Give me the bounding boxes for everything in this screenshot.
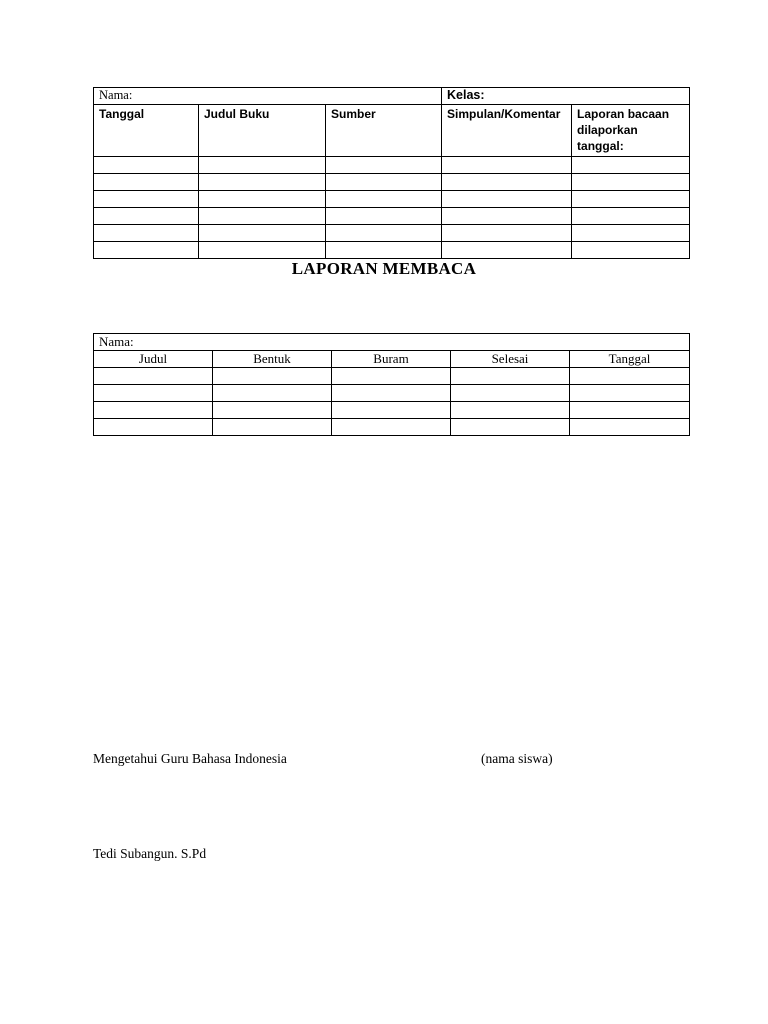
table-cell[interactable] — [94, 385, 213, 402]
table-cell[interactable] — [199, 242, 326, 259]
table-cell[interactable] — [332, 368, 451, 385]
column-header: Laporan bacaan dilaporkan tanggal: — [572, 105, 690, 157]
column-header: Selesai — [451, 351, 570, 368]
table-cell[interactable] — [213, 368, 332, 385]
class-label: Kelas: — [442, 88, 690, 105]
column-header: Bentuk — [213, 351, 332, 368]
table-cell[interactable] — [94, 191, 199, 208]
table-cell[interactable] — [451, 368, 570, 385]
table-cell[interactable] — [451, 385, 570, 402]
table-cell[interactable] — [199, 225, 326, 242]
name-label: Nama: — [94, 334, 690, 351]
table-cell[interactable] — [332, 385, 451, 402]
table-cell[interactable] — [572, 174, 690, 191]
table-cell[interactable] — [326, 174, 442, 191]
table-cell[interactable] — [213, 402, 332, 419]
name-class-row — [94, 88, 690, 105]
reading-log-table — [93, 87, 690, 259]
teacher-name: Tedi Subangun. S.Pd — [93, 846, 207, 861]
table-row — [94, 402, 690, 419]
student-name-label: (nama siswa) — [481, 751, 553, 766]
table-cell[interactable] — [199, 191, 326, 208]
column-header: Judul — [94, 351, 213, 368]
table-cell[interactable] — [94, 225, 199, 242]
column-header: Buram — [332, 351, 451, 368]
table-cell[interactable] — [442, 242, 572, 259]
table-row — [94, 174, 690, 191]
table-cell[interactable] — [572, 191, 690, 208]
column-header: Sumber — [326, 105, 442, 157]
table-cell[interactable] — [326, 157, 442, 174]
table-row — [94, 385, 690, 402]
table-cell[interactable] — [570, 368, 690, 385]
table-cell[interactable] — [451, 402, 570, 419]
table-cell[interactable] — [199, 157, 326, 174]
header-row — [94, 105, 690, 157]
table-cell[interactable] — [442, 157, 572, 174]
table-cell[interactable] — [94, 157, 199, 174]
table-cell[interactable] — [570, 402, 690, 419]
table-row — [94, 157, 690, 174]
column-header: Simpulan/Komentar — [442, 105, 572, 157]
table-cell[interactable] — [94, 368, 213, 385]
column-header: Tanggal — [570, 351, 690, 368]
table-cell[interactable] — [442, 191, 572, 208]
table-row — [94, 242, 690, 259]
table-cell[interactable] — [326, 242, 442, 259]
name-label: Nama: — [94, 88, 442, 105]
table-row — [94, 191, 690, 208]
column-header: Judul Buku — [199, 105, 326, 157]
writing-log-table — [93, 333, 690, 436]
table-cell[interactable] — [213, 419, 332, 436]
table-cell[interactable] — [213, 385, 332, 402]
column-header: Tanggal — [94, 105, 199, 157]
table-cell[interactable] — [326, 191, 442, 208]
table-cell[interactable] — [94, 402, 213, 419]
table-row — [94, 419, 690, 436]
table-cell[interactable] — [572, 157, 690, 174]
table-cell[interactable] — [94, 174, 199, 191]
table-cell[interactable] — [94, 208, 199, 225]
table-cell[interactable] — [199, 208, 326, 225]
teacher-acknowledgement-label: Mengetahui Guru Bahasa Indonesia — [93, 751, 287, 766]
table-cell[interactable] — [94, 419, 213, 436]
table-cell[interactable] — [451, 419, 570, 436]
name-row — [94, 334, 690, 351]
page-title: LAPORAN MEMBACA — [291, 259, 477, 278]
table-cell[interactable] — [442, 225, 572, 242]
table-cell[interactable] — [442, 174, 572, 191]
table-cell[interactable] — [572, 242, 690, 259]
table-row — [94, 225, 690, 242]
header-row — [94, 351, 690, 368]
table-row — [94, 368, 690, 385]
table-cell[interactable] — [572, 208, 690, 225]
table-cell[interactable] — [326, 225, 442, 242]
table-cell[interactable] — [94, 242, 199, 259]
table-cell[interactable] — [442, 208, 572, 225]
table-cell[interactable] — [332, 402, 451, 419]
table-cell[interactable] — [572, 225, 690, 242]
table-cell[interactable] — [570, 385, 690, 402]
table-cell[interactable] — [199, 174, 326, 191]
table-cell[interactable] — [332, 419, 451, 436]
table-row — [94, 208, 690, 225]
table-cell[interactable] — [570, 419, 690, 436]
table-cell[interactable] — [326, 208, 442, 225]
